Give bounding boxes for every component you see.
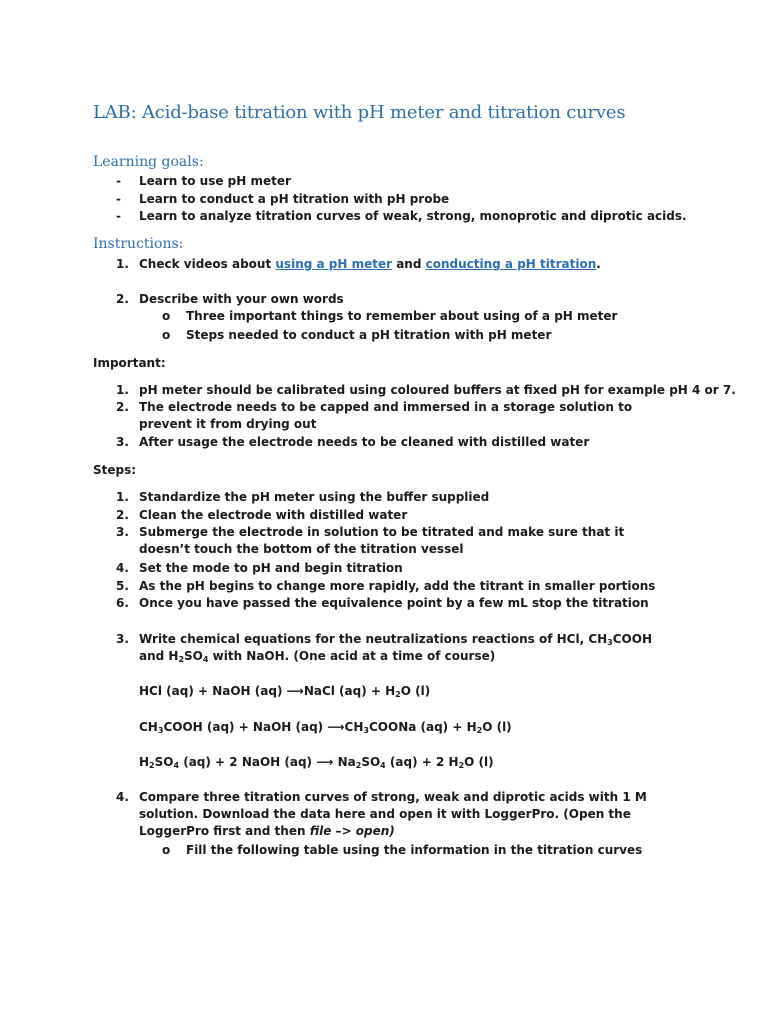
item-4-text: Compare three titration curves of strong, weak and diprotic acids with 1 M solution. Download the data here and open it with LoggerPro. (Open the LoggerPro first and then file –> open) bbox=[139, 790, 647, 838]
list-number: 2. bbox=[116, 292, 129, 306]
list-number: 1. bbox=[116, 490, 129, 504]
learning-goal-item: Learn to analyze titration curves of weak, strong, monoprotic and diprotic acids. bbox=[139, 209, 687, 223]
bullet-dash: - bbox=[116, 209, 121, 223]
learning-goal-item: Learn to conduct a pH titration with pH probe bbox=[139, 192, 450, 206]
list-number: 2. bbox=[116, 400, 129, 414]
instruction-item-2: Describe with your own words bbox=[139, 292, 344, 306]
list-number: 5. bbox=[116, 579, 129, 593]
page-title: LAB: Acid-base titration with pH meter and titration curves bbox=[93, 102, 626, 123]
list-number: 3. bbox=[116, 525, 129, 539]
item-3-text: Write chemical equations for the neutralizations reactions of HCl, $CH_3COOH$ and $H_2SO_4$ with NaOH. (One acid at a time of course) bbox=[139, 632, 653, 664]
instructions-heading: Instructions: bbox=[93, 236, 184, 252]
list-number: 1. bbox=[116, 257, 129, 271]
step-item: Once you have passed the equivalence point by a few mL stop the titration bbox=[139, 596, 649, 610]
sub-item: Steps needed to conduct a pH titration with pH meter bbox=[186, 328, 552, 342]
important-heading: Important: bbox=[93, 356, 166, 370]
list-number: 1. bbox=[116, 383, 129, 397]
bullet-circle: o bbox=[162, 309, 171, 323]
important-item: The electrode needs to be capped and immersed in a storage solution to prevent it from drying out bbox=[139, 400, 633, 431]
step-item: Standardize the pH meter using the buffer supplied bbox=[139, 490, 490, 504]
bullet-circle: o bbox=[162, 328, 171, 342]
step-item: Set the mode to pH and begin titration bbox=[139, 561, 403, 575]
equation-sulfuric-acid: $H_2SO_4$ (aq) + 2 NaOH (aq) ⟶ $Na_2SO_4$ (aq) + 2 $H_2O$ (l) bbox=[139, 755, 494, 770]
step-item: As the pH begins to change more rapidly, add the titrant in smaller portions bbox=[139, 579, 656, 593]
step-item: Submerge the electrode in solution to be titrated and make sure that it doesn’t touch the bottom of the titration vessel bbox=[139, 525, 625, 556]
list-number: 2. bbox=[116, 508, 129, 522]
list-number: 4. bbox=[116, 561, 129, 575]
link-conducting-ph-titration[interactable]: conducting a pH titration bbox=[425, 257, 597, 271]
equation-acetic-acid: $CH_3COOH$ (aq) + NaOH (aq) $⟶CH_3COONa$ $(aq) + H_2O$ (l) bbox=[139, 720, 512, 735]
equation-hcl: HCl (aq) + NaOH (aq) ⟶NaCl $(aq) + H_2O$ (l) bbox=[139, 684, 431, 699]
list-number: 6. bbox=[116, 596, 129, 610]
learning-goal-item: Learn to use pH meter bbox=[139, 174, 291, 188]
instruction-text: . bbox=[596, 257, 601, 271]
reaction-arrow-icon: ⟶ bbox=[327, 720, 345, 734]
important-item: pH meter should be calibrated using coloured buffers at fixed pH for example pH 4 or 7. bbox=[139, 383, 736, 397]
reaction-arrow-icon: ⟶ bbox=[316, 755, 334, 769]
learning-goals-heading: Learning goals: bbox=[93, 154, 204, 170]
bullet-dash: - bbox=[116, 174, 121, 188]
instruction-text: and bbox=[392, 257, 426, 271]
sub-item: Three important things to remember about using of a pH meter bbox=[186, 309, 618, 323]
list-number: 4. bbox=[116, 790, 129, 804]
sub-item: Fill the following table using the information in the titration curves bbox=[186, 843, 643, 857]
list-number: 3. bbox=[116, 632, 129, 646]
bullet-circle: o bbox=[162, 843, 171, 857]
steps-heading: Steps: bbox=[93, 463, 137, 477]
important-item: After usage the electrode needs to be cleaned with distilled water bbox=[139, 435, 590, 449]
instruction-item-1 bbox=[139, 256, 601, 273]
list-number: 3. bbox=[116, 435, 129, 449]
instruction-text: Check videos about bbox=[139, 257, 276, 271]
link-using-ph-meter[interactable]: using a pH meter bbox=[275, 257, 393, 271]
step-item: Clean the electrode with distilled water bbox=[139, 508, 408, 522]
bullet-dash: - bbox=[116, 192, 121, 206]
reaction-arrow-icon: ⟶ bbox=[286, 684, 304, 698]
